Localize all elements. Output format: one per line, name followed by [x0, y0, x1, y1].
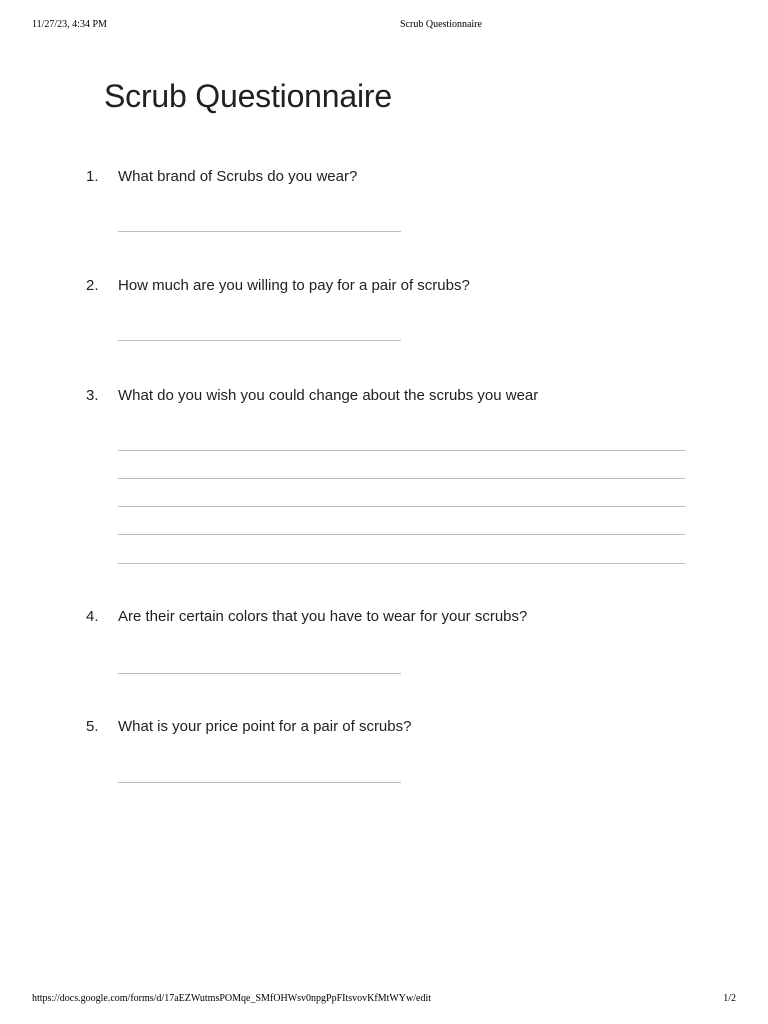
question-4	[86, 608, 706, 630]
print-page-number: 1/2	[723, 993, 736, 1004]
form-title: Scrub Questionnaire	[104, 78, 392, 114]
question-number: 3.	[86, 387, 99, 404]
print-datetime: 11/27/23, 4:34 PM	[32, 19, 107, 30]
short-answer-line[interactable]	[118, 340, 401, 341]
paragraph-answer-line[interactable]	[118, 534, 685, 535]
question-number: 5.	[86, 718, 99, 735]
print-footer	[0, 993, 768, 1005]
question-row	[86, 387, 706, 409]
question-1	[86, 168, 706, 190]
question-number: 4.	[86, 608, 99, 625]
question-text: How much are you willing to pay for a pair of scrubs?	[118, 277, 470, 294]
print-url: https://docs.google.com/forms/d/17aEZWutmsPOMqe_SMfOHWsv0npgPpFItsvovKfMtWYw/edit	[32, 993, 432, 1004]
print-header	[0, 19, 768, 31]
paragraph-answer-line[interactable]	[118, 506, 685, 507]
question-3	[86, 387, 706, 409]
question-row	[86, 718, 706, 740]
question-row	[86, 168, 706, 190]
question-text: Are their certain colors that you have to wear for your scrubs?	[118, 608, 528, 625]
short-answer-line[interactable]	[118, 231, 401, 232]
question-number: 1.	[86, 168, 99, 185]
print-doc-title: Scrub Questionnaire	[400, 19, 482, 30]
paragraph-answer-line[interactable]	[118, 478, 685, 479]
short-answer-line[interactable]	[118, 782, 401, 783]
question-text: What do you wish you could change about the scrubs you wear	[118, 387, 539, 404]
question-row	[86, 277, 706, 299]
short-answer-line[interactable]	[118, 673, 401, 674]
question-2	[86, 277, 706, 299]
paragraph-answer-line[interactable]	[118, 450, 685, 451]
question-row	[86, 608, 706, 630]
question-number: 2.	[86, 277, 99, 294]
question-5	[86, 718, 706, 740]
paragraph-answer-line[interactable]	[118, 563, 685, 564]
question-text: What brand of Scrubs do you wear?	[118, 168, 358, 185]
question-text: What is your price point for a pair of scrubs?	[118, 718, 412, 735]
